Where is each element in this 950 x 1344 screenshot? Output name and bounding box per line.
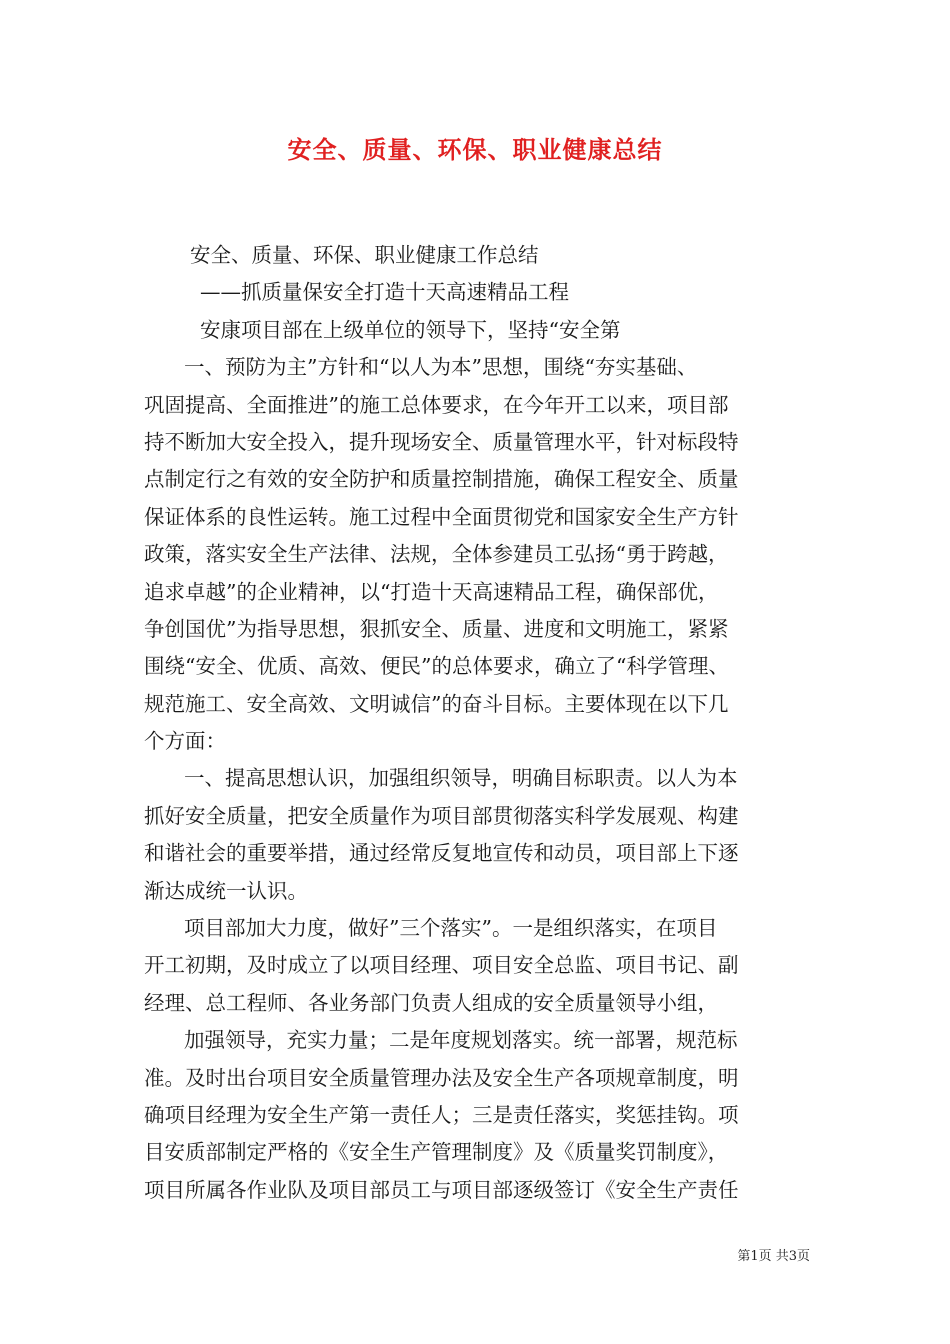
paragraph-line: 一、提高思想认识，加强组织领导，明确目标职责。以人为本 xyxy=(184,766,738,791)
paragraph-line: 经理、总工程师、各业务部门负责人组成的安全质量领导小组， xyxy=(144,990,718,1015)
subtitle-line: ——抓质量保安全打造十天高速精品工程 xyxy=(200,280,569,305)
paragraph-line: 抓好安全质量，把安全质量作为项目部贯彻落实科学发展观、构建 xyxy=(144,803,739,828)
subtitle-line: 安全、质量、环保、职业健康工作总结 xyxy=(190,243,539,267)
paragraph-line: 目安质部制定严格的《安全生产管理制度》及《质量奖罚制度》， xyxy=(144,1140,729,1165)
paragraph-line: 项目部加大力度，做好”三个落实”。一是组织落实，在项目 xyxy=(184,916,718,941)
paragraph-line: 追求卓越”的企业精神，以“打造十天高速精品工程，确保部优， xyxy=(144,579,719,604)
paragraph-line: 规范施工、安全高效、文明诚信”的奋斗目标。主要体现在以下几 xyxy=(144,691,729,716)
paragraph-line: 开工初期，及时成立了以项目经理、项目安全总监、项目书记、副 xyxy=(144,953,739,978)
paragraph-line: 点制定行之有效的安全防护和质量控制措施，确保工程安全、质量 xyxy=(144,467,739,492)
page-number: 第1页 共3页 xyxy=(737,1249,810,1264)
paragraph-line: 渐达成统一认识。 xyxy=(144,878,308,903)
paragraph-line: 持不断加大安全投入，提升现场安全、质量管理水平，针对标段特 xyxy=(144,429,739,454)
paragraph-line: 项目所属各作业队及项目部员工与项目部逐级签订《安全生产责任 xyxy=(144,1177,739,1202)
paragraph-line: 确项目经理为安全生产第一责任人；三是责任落实，奖惩挂钩。项 xyxy=(144,1102,739,1127)
paragraph-line: 争创国优”为指导思想，狠抓安全、质量、进度和文明施工，紧紧 xyxy=(144,616,729,641)
paragraph-line: 政策，落实安全生产法律、法规，全体参建员工弘扬“勇于跨越， xyxy=(144,542,729,567)
paragraph-line: 准。及时出台项目安全质量管理办法及安全生产各项规章制度，明 xyxy=(144,1065,739,1090)
paragraph-line: 安康项目部在上级单位的领导下，坚持“安全第 xyxy=(200,317,621,342)
paragraph-line: 巩固提高、全面推进”的施工总体要求，在今年开工以来，项目部 xyxy=(144,392,729,417)
paragraph-line: 一、预防为主”方针和“以人为本”思想，围绕“夯实基础、 xyxy=(184,355,698,380)
paragraph-line: 围绕“安全、优质、高效、便民”的总体要求，确立了“科学管理、 xyxy=(144,654,729,679)
document-title: 安全、质量、环保、职业健康总结 xyxy=(287,135,663,164)
paragraph-line: 个方面： xyxy=(144,729,226,754)
paragraph-line: 加强领导，充实力量；二是年度规划落实。统一部署，规范标 xyxy=(184,1028,738,1053)
paragraph-line: 保证体系的良性运转。施工过程中全面贯彻党和国家安全生产方针 xyxy=(144,504,739,529)
paragraph-line: 和谐社会的重要举措，通过经常反复地宣传和动员，项目部上下逐 xyxy=(144,841,739,866)
document-body xyxy=(144,237,812,1209)
